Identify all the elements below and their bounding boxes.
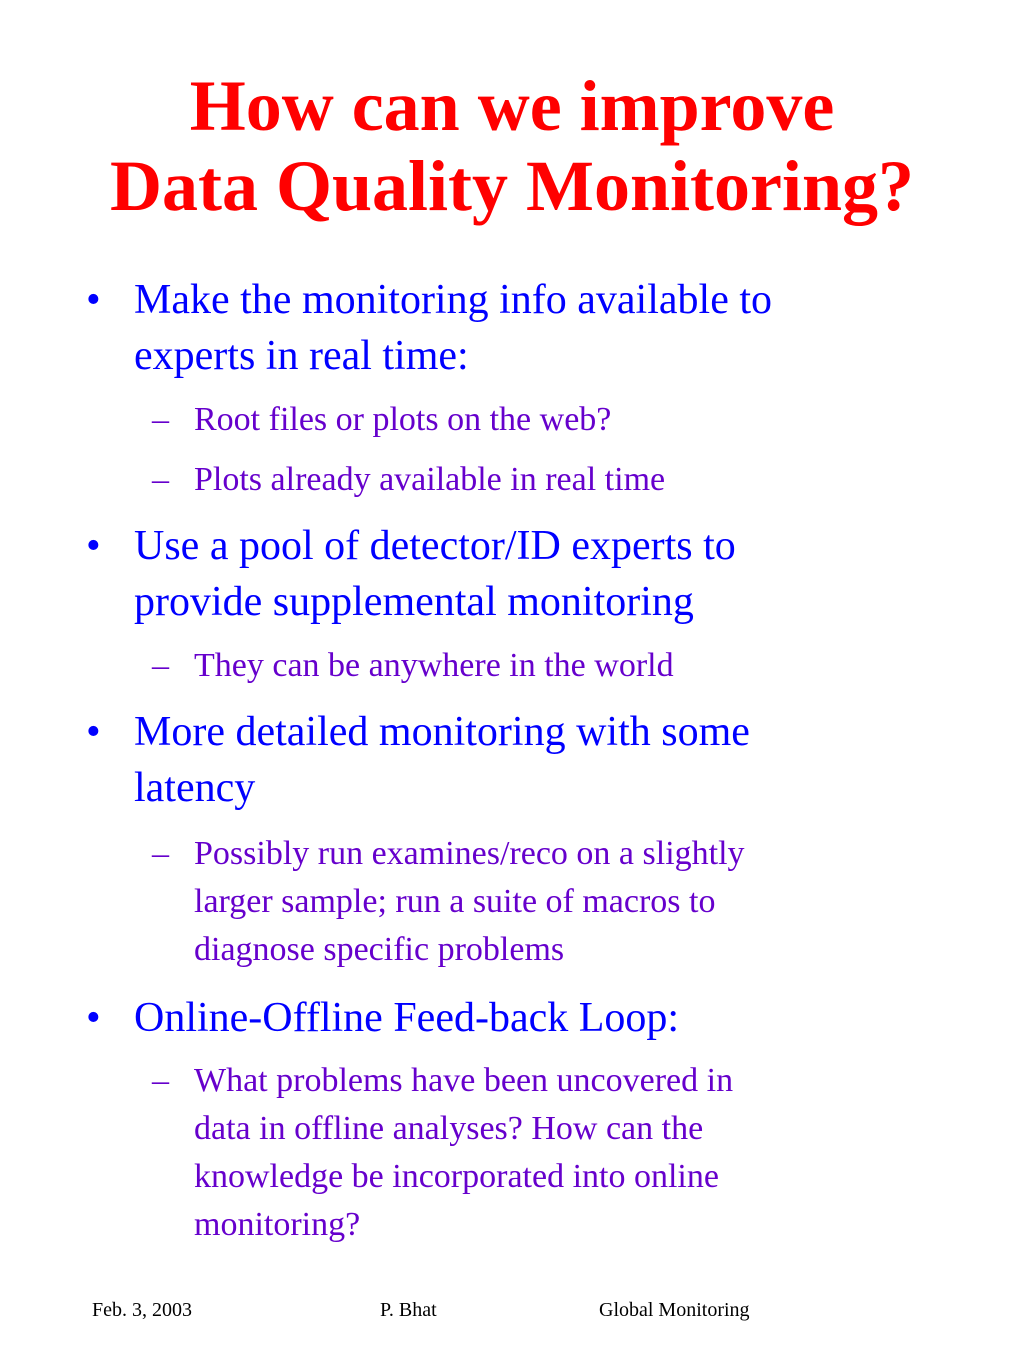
bullet-line: experts in real time: — [134, 333, 469, 379]
bullet-line: Online-Offline Feed-back Loop: — [134, 995, 680, 1041]
sub-bullet-text — [194, 1057, 984, 1249]
footer-date: Feb. 3, 2003 — [92, 1299, 192, 1321]
sub-bullet-text — [194, 456, 984, 504]
bullet-text — [134, 704, 964, 816]
sub-bullet-line: What problems have been uncovered in — [194, 1062, 734, 1099]
bullet-dot: • — [86, 277, 101, 323]
slide-title-line-2: Data Quality Monitoring? — [110, 146, 914, 226]
bullet-text — [134, 518, 964, 630]
bullet-dot: • — [86, 523, 101, 569]
sub-bullet-text — [194, 642, 984, 690]
bullet-dot: • — [86, 995, 101, 1041]
sub-bullet-line: They can be anywhere in the world — [194, 647, 674, 684]
sub-bullet-line: knowledge be incorporated into online — [194, 1158, 719, 1195]
sub-bullet-dash: – — [152, 461, 169, 498]
sub-bullet-text — [194, 830, 984, 974]
bullet-line: More detailed monitoring with some — [134, 709, 750, 755]
slide-title-line-1: How can we improve — [189, 66, 835, 146]
sub-bullet-dash: – — [152, 647, 169, 684]
sub-bullet-line: Possibly run examines/reco on a slightly — [194, 835, 745, 872]
bullet-line: Make the monitoring info available to — [134, 277, 772, 323]
sub-bullet-line: diagnose specific problems — [194, 931, 565, 968]
bullet-dot: • — [86, 709, 101, 755]
sub-bullet-dash: – — [152, 401, 169, 438]
sub-bullet-line: larger sample; run a suite of macros to — [194, 883, 716, 920]
footer-author: P. Bhat — [380, 1299, 437, 1321]
bullet-line: latency — [134, 765, 256, 811]
bullet-text — [134, 272, 964, 384]
sub-bullet-line: data in offline analyses? How can the — [194, 1110, 704, 1147]
sub-bullet-text — [194, 396, 984, 444]
sub-bullet-line: monitoring? — [194, 1206, 361, 1243]
sub-bullet-line: Root files or plots on the web? — [194, 401, 612, 438]
bullet-line: Use a pool of detector/ID experts to — [134, 523, 736, 569]
bullet-text — [134, 990, 964, 1046]
sub-bullet-dash: – — [152, 835, 169, 872]
bullet-line: provide supplemental monitoring — [134, 579, 694, 625]
sub-bullet-dash: – — [152, 1062, 169, 1099]
footer-topic: Global Monitoring — [599, 1299, 750, 1321]
sub-bullet-line: Plots already available in real time — [194, 461, 666, 498]
